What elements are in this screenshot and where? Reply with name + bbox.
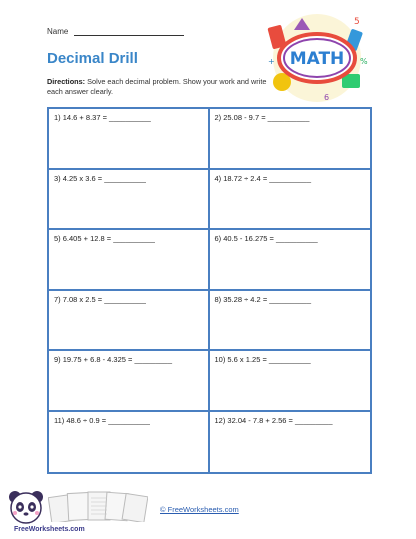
name-label: Name (47, 27, 69, 36)
logo-text: MATH (289, 49, 345, 69)
directions (47, 77, 269, 97)
worksheet-thumbnails (48, 490, 148, 522)
directions-text: Solve each decimal problem. Show your work and write each answer clearly. (47, 77, 267, 96)
problem-cell[interactable]: 5) 6.405 + 12.8 = __________ (49, 230, 210, 291)
svg-text:%: % (360, 57, 368, 66)
problem-cell[interactable]: 2) 25.08 - 9.7 = __________ (210, 109, 371, 170)
footer-link[interactable]: © FreeWorksheets.com (160, 505, 239, 514)
problem-cell[interactable]: 11) 48.6 ÷ 0.9 = __________ (49, 412, 210, 473)
svg-text:+: + (268, 57, 275, 66)
problem-cell[interactable]: 10) 5.6 x 1.25 = __________ (210, 351, 371, 412)
problem-cell[interactable]: 12) 32.04 - 7.8 + 2.56 = _________ (214, 415, 333, 425)
name-line[interactable] (74, 28, 184, 36)
problem-cell[interactable]: 9) 19.75 + 6.8 - 4.325 = _________ (49, 351, 210, 412)
problem-cell[interactable]: 4) 18.72 ÷ 2.4 = __________ (210, 170, 371, 231)
svg-text:5: 5 (354, 17, 360, 27)
problem-cell[interactable]: 3) 4.25 x 3.6 = __________ (49, 170, 210, 231)
problem-cell[interactable]: 6) 40.5 - 16.275 = __________ (210, 230, 371, 291)
svg-text:6: 6 (324, 93, 330, 102)
name-field (47, 27, 184, 36)
problem-cell[interactable]: 8) 35.28 ÷ 4.2 = __________ (210, 291, 371, 352)
panda-logo-icon (6, 488, 46, 530)
page-title: Decimal Drill (47, 50, 138, 67)
directions-label: Directions: (47, 77, 86, 86)
problem-grid (47, 107, 372, 474)
footer-brand: FreeWorksheets.com (14, 526, 85, 533)
problem-cell[interactable]: 1) 14.6 + 8.37 = __________ (49, 109, 210, 170)
math-logo (262, 12, 372, 104)
problem-cell[interactable]: 7) 7.08 x 2.5 = __________ (49, 291, 210, 352)
